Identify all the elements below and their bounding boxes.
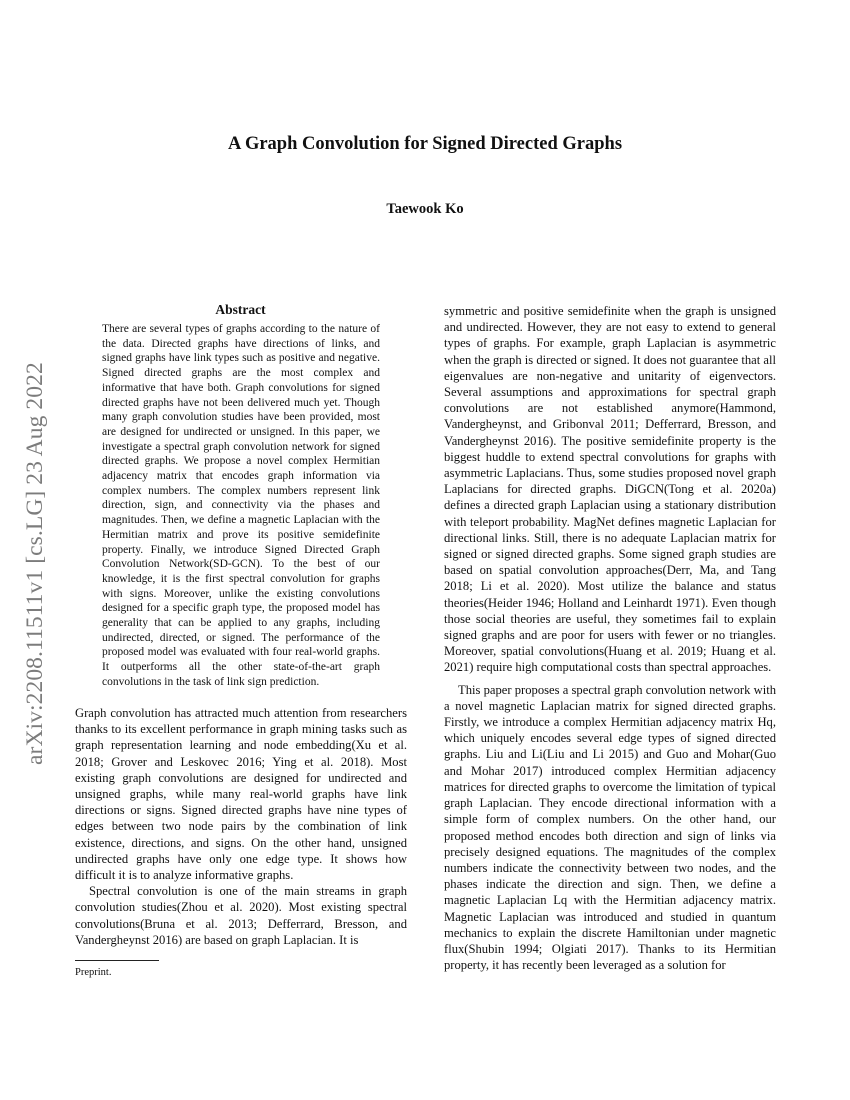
paper-title: A Graph Convolution for Signed Directed Graphs [227,134,623,154]
body-paragraph-2: This paper proposes a spectral graph convolution network with a novel magnetic Laplacian matrix for signed directed graphs. Firstly, we introduce a complex Hermitian adjacency matrix Hq, which uniquely encodes several edge types of signed directed graphs. Liu and Li(Liu and Li 2015) and Guo and Mohar(Guo and Mohar 2017) introduced complex Hermitian adjacency matrices for directed graphs to overcome the limitation of typical graph Laplacian. They encode directional information with a simple form of complex numbers. On the other hand, our proposed method encodes both direction and sign of links via precisely designed equations. The magnitudes of the complex numbers indicate the connectivity between two nodes, and the phases indicate the direction and sign. Then, we define a magnetic Laplacian Lq with the Hermitian adjacency matrix. Magnetic Laplacian was introduced and studied in quantum mechanics to explain the discrete Hamiltonian under magnetic flux(Shubin 1994; Olgiati 2017). Thanks to its Hermitian property, it has recently been leveraged as a solution for [444,682,776,973]
intro-paragraph-1: Graph convolution has attracted much attention from researchers thanks to its excellent performance in graph mining tasks such as graph representation learning and node embedding(Xu et al. 2018; Grover and Leskovec 2016; Ying et al. 2018). Most existing graph convolutions are designed for undirected and unsigned graphs, while many real-world graphs have link directions or signs. Signed directed graphs have nine types of edges between two node pairs by the combination of link existence, directions, and signs. On the other hand, unsigned undirected graphs have only one edge type. It shows how difficult it is to analyze informative graphs. [75,706,407,883]
footnote-divider [75,960,159,961]
intro-paragraph-2: Spectral convolution is one of the main streams in graph convolution studies(Zhou et al. 2020). Most existing spectral convolutions(Bruna et al. 2013; Defferrard, Bresson, and Vandergheynst 2016) are based on graph Laplacian. It is [75,884,407,947]
abstract-heading: Abstract [215,302,266,317]
abstract-text: There are several types of graphs according to the nature of the data. Directed graphs have directions of links, and signed graphs have link types such as positive and negative. Signed directed graphs are the most complex and informative that have both. Graph convolutions for signed directed graphs have not been delivered much yet. Though many graph convolution studies have been provided, most are designed for undirected or unsigned. In this paper, we investigate a spectral graph convolution network for signed directed graphs. We propose a novel complex Hermitian adjacency matrix that encodes graph information via complex numbers. The complex numbers represent link direction, sign, and connectivity via the phases and magnitudes. Then, we define a magnetic Laplacian with the Hermitian matrix and prove its positive semidefinite property. Finally, we introduce Signed Directed Graph Convolution Network(SD-GCN). To the best of our knowledge, it is the first spectral convolution for graphs with signs. Moreover, unlike the existing convolutions designed for a specific graph type, the proposed model has generality that can be applied to any graphs, including undirected, directed, or signed. The performance of the proposed model was evaluated with four real-world graphs. It outperforms all the other state-of-the-art graph convolutions in the task of link sign prediction. [102,323,380,688]
body-paragraph-1: symmetric and positive semidefinite when the graph is unsigned and undirected. However, they are not easy to extend to general types of graphs. For example, graph Laplacian is asymmetric when the graph is directed or signed. It does not guarantee that all eigenvalues are non-negative and unitarity of eigenvectors. Several assumptions and approximations for spectral graph convolutions are not established anymore(Hammond, Vandergheynst, and Gribonval 2011; Defferrard, Bresson, and Vandergheynst 2016). The positive semidefinite property is the biggest huddle to extend spectral convolutions for graphs with asymmetric Laplacians. Thus, some studies proposed novel graph Laplacians for directed graphs. DiGCN(Tong et al. 2020a) defines a directed graph Laplacian using a stationary distribution with teleport probability. MagNet defines magnetic Laplacian for directional links. Still, there is no adequate Laplacian matrix for signed or signed directed graphs. Some signed graph studies are based on spatial convolution approaches(Derr, Ma, and Tang 2018; Li et al. 2020). Most utilize the balance and status theories(Heider 1946; Holland and Leinhardt 1971). Even though those social theories are useful, they sometimes fail to explain signed graphs and are poor for users with fewer or no triangles. Moreover, spatial convolutions(Huang et al. 2019; Huang et al. 2021) require high computational costs than spectral approaches. [444,304,776,675]
author-name: Taewook Ko [386,201,464,217]
left-column [75,705,407,948]
right-column [444,303,776,973]
arxiv-identifier: arXiv:2208.11511v1 [cs.LG] 23 Aug 2022 [22,362,48,765]
footnote: Preprint. [75,967,112,978]
abstract-body [102,322,380,690]
